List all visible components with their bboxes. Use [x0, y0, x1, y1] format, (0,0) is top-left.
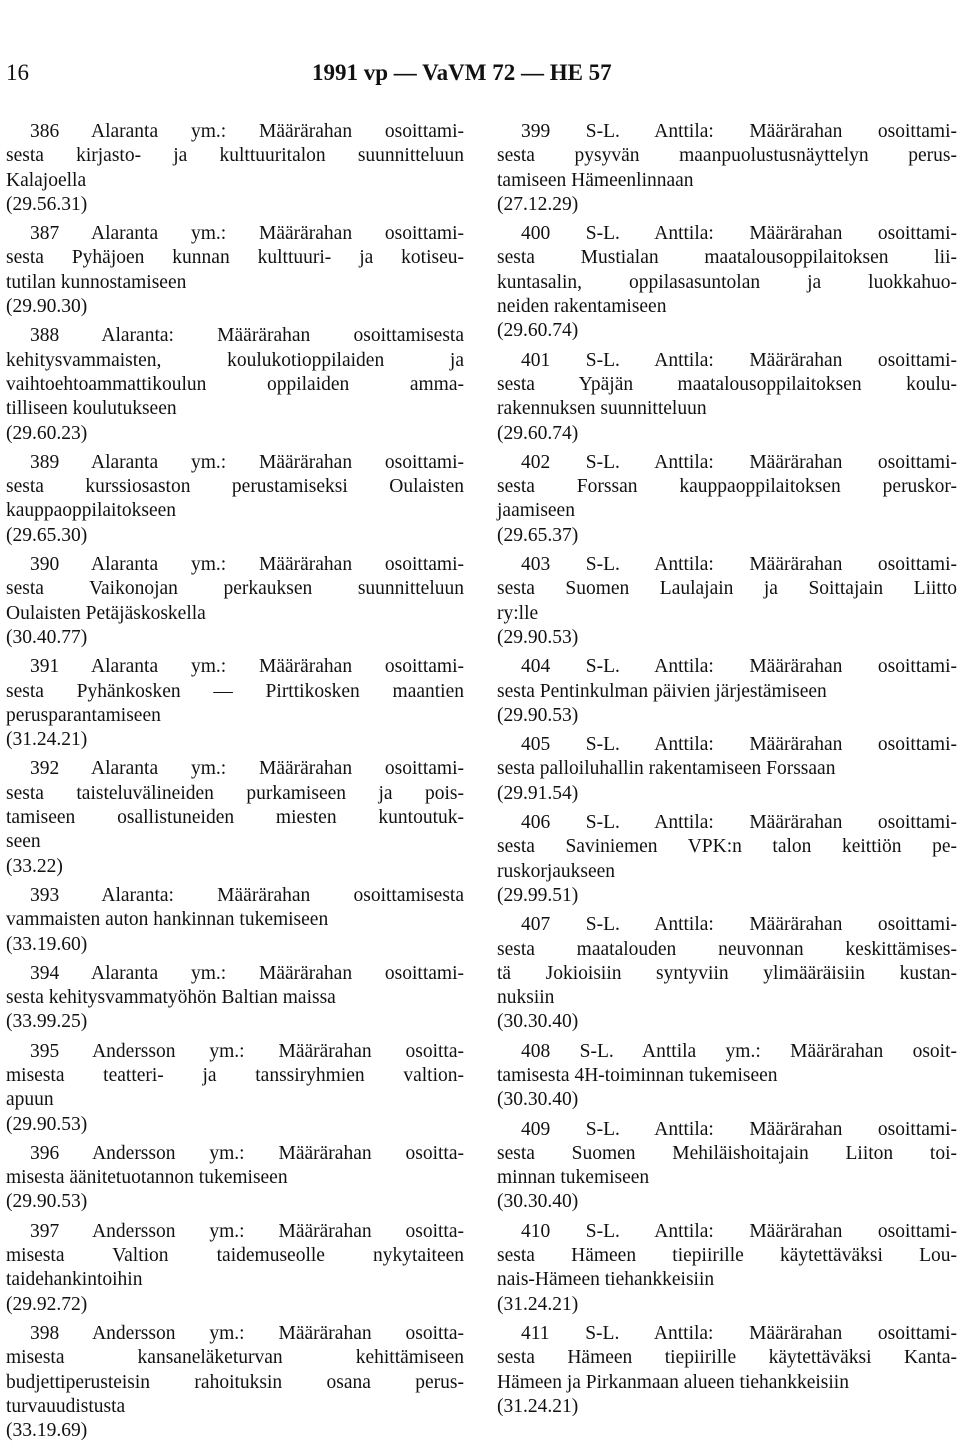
entry-text-line: sesta taisteluvälineiden purkamiseen ja pois- [6, 782, 464, 804]
entry-text-line: sesta Hämeen tiepiirille käytettäväksi Kanta- [497, 1347, 957, 1369]
motion-entry [497, 451, 957, 548]
entry-text-line: sesta Pentinkulman päivien järjestämiseen [497, 680, 827, 702]
entry-text-line: sesta Vaikonojan perkauksen suunnitteluun [6, 578, 464, 600]
left-column [6, 120, 464, 1448]
entry-text-line: sesta Forssan kauppaoppilaitoksen peruskor- [497, 476, 957, 498]
entry-text-line: 403 S-L. Anttila: Määrärahan osoittami- [521, 554, 957, 576]
entry-text-line: seen [6, 831, 41, 853]
entry-text-line: 405 S-L. Anttila: Määrärahan osoittami- [521, 734, 957, 756]
entry-text-line: sesta kirjasto- ja kulttuuritalon suunnitteluun [6, 145, 464, 167]
entry-text-line: ruskorjaukseen [497, 860, 616, 882]
entry-text-line: rakennuksen suunnitteluun [497, 398, 707, 420]
budget-item-code: (30.30.40) [497, 1011, 579, 1033]
entry-text-line: 393 Alaranta: Määrärahan osoittamisesta [30, 884, 464, 906]
motion-entry [6, 324, 464, 445]
entry-text-line: 411 S-L. Anttila: Määrärahan osoittami- [521, 1322, 957, 1344]
entry-text-line: sesta Pyhäjoen kunnan kulttuuri- ja kotiseu- [6, 247, 464, 269]
motion-entry [6, 1040, 464, 1137]
entry-text-line: sesta Suomen Mehiläishoitajain Liiton toi- [497, 1142, 957, 1164]
motion-entry [6, 451, 464, 548]
budget-item-code: (29.92.72) [6, 1293, 88, 1315]
entry-text-line: 407 S-L. Anttila: Määrärahan osoittami- [521, 914, 957, 936]
motion-entry [497, 913, 957, 1034]
entry-text-line: 399 S-L. Anttila: Määrärahan osoittami- [521, 121, 957, 142]
entry-text-line: 389 Alaranta ym.: Määrärahan osoittami- [30, 451, 464, 473]
entry-text-line: Hämeen ja Pirkanmaan alueen tiehankkeisiin [497, 1371, 849, 1393]
entry-text-line: 406 S-L. Anttila: Määrärahan osoittami- [521, 812, 957, 834]
motion-entry [497, 120, 957, 217]
entry-text-line: sesta Ypäjän maatalousoppilaitoksen koulu- [497, 373, 957, 395]
entry-text-line: sesta kehitysvammatyöhön Baltian maissa [6, 987, 336, 1009]
budget-item-code: (29.90.53) [6, 1113, 88, 1135]
entry-text-line: sesta maatalouden neuvonnan keskittämises- [497, 938, 957, 960]
budget-item-code: (33.99.25) [6, 1011, 88, 1033]
entry-text-line: 410 S-L. Anttila: Määrärahan osoittami- [521, 1220, 957, 1242]
entry-text-line: 395 Andersson ym.: Määrärahan osoitta- [30, 1040, 464, 1062]
motion-entry [6, 655, 464, 752]
right-column [497, 120, 957, 1424]
budget-item-code: (29.60.74) [497, 422, 579, 444]
entry-text-line: 402 S-L. Anttila: Määrärahan osoittami- [521, 451, 957, 473]
entry-text-line: vammaisten auton hankinnan tukemiseen [6, 909, 329, 931]
motion-entry [6, 553, 464, 650]
entry-text-line: kuntasalin, oppilasasuntolan ja luokkahuo- [497, 271, 957, 293]
budget-item-code: (29.91.54) [497, 782, 579, 804]
entry-text-line: tamisesta 4H-toiminnan tukemiseen [497, 1064, 778, 1086]
motion-entry [497, 349, 957, 446]
budget-item-code: (31.24.21) [6, 729, 88, 751]
running-title: 1991 vp — VaVM 72 — HE 57 [312, 60, 612, 85]
budget-item-code: (29.60.23) [6, 422, 88, 444]
entry-text-line: 392 Alaranta ym.: Määrärahan osoittami- [30, 758, 464, 780]
entry-text-line: vaihtoehtoammattikoulun oppilaiden amma- [6, 373, 464, 395]
budget-item-code: (33.19.60) [6, 933, 88, 955]
entry-text-line: tamiseen Hämeenlinnaan [497, 169, 694, 191]
motion-entry [6, 120, 464, 217]
entry-text-line: tamiseen osallistuneiden miesten kuntoutuk- [6, 807, 464, 829]
entry-text-line: apuun [6, 1089, 54, 1111]
budget-item-code: (33.22) [6, 855, 63, 877]
budget-item-code: (29.65.30) [6, 524, 88, 546]
entry-text-line: sesta Saviniemen VPK:n talon keittiön pe- [497, 836, 957, 858]
motion-entry [6, 884, 464, 957]
entry-text-line: tilliseen koulutukseen [6, 398, 177, 420]
entry-text-line: kauppaoppilaitokseen [6, 500, 177, 522]
entry-text-line: 401 S-L. Anttila: Määrärahan osoittami- [521, 349, 957, 371]
entry-text-line: nais-Hämeen tiehankkeisiin [497, 1269, 715, 1291]
motion-entry [497, 1220, 957, 1317]
entry-text-line: 397 Andersson ym.: Määrärahan osoitta- [30, 1220, 464, 1242]
entry-text-line: Oulaisten Petäjäskoskella [6, 602, 206, 624]
entry-text-line: ry:lle [497, 602, 539, 624]
entry-text-line: neiden rakentamiseen [497, 296, 667, 318]
budget-item-code: (31.24.21) [497, 1395, 579, 1417]
motion-entry [6, 1220, 464, 1317]
entry-text-line: jaamiseen [497, 500, 575, 522]
entry-text-line: sesta Hämeen tiepiirille käytettäväksi Lou- [497, 1245, 957, 1267]
budget-item-code: (31.24.21) [497, 1293, 579, 1315]
entry-text-line: minnan tukemiseen [497, 1167, 650, 1189]
motion-entry [497, 1040, 957, 1113]
budget-item-code: (29.56.31) [6, 193, 88, 215]
budget-item-code: (33.19.69) [6, 1420, 88, 1442]
entry-text-line: nuksiin [497, 987, 555, 1009]
entry-text-line: 386 Alaranta ym.: Määrärahan osoittami- [30, 121, 464, 142]
entry-text-line: sesta Mustialan maatalousoppilaitoksen lii- [497, 247, 957, 269]
motion-entry [497, 655, 957, 728]
budget-item-code: (30.40.77) [6, 626, 88, 648]
entry-text-line: 390 Alaranta ym.: Määrärahan osoittami- [30, 554, 464, 576]
motion-entry [497, 1322, 957, 1419]
budget-item-code: (29.99.51) [497, 884, 579, 906]
motion-entry [6, 962, 464, 1035]
entry-text-line: 387 Alaranta ym.: Määrärahan osoittami- [30, 223, 464, 245]
entry-text-line: misesta kansaneläketurvan kehittämiseen [6, 1347, 464, 1369]
page-number: 16 [6, 60, 29, 85]
entry-text-line: 394 Alaranta ym.: Määrärahan osoittami- [30, 962, 464, 984]
motion-entry [6, 1322, 464, 1443]
entry-text-line: kehitysvammaisten, koulukotioppilaiden ja [6, 349, 464, 371]
motion-entry [497, 553, 957, 650]
entry-text-line: 404 S-L. Anttila: Määrärahan osoittami- [521, 656, 957, 678]
budget-item-code: (29.60.74) [497, 320, 579, 342]
motion-entry [497, 222, 957, 343]
entry-text-line: 388 Alaranta: Määrärahan osoittamisesta [30, 325, 464, 347]
entry-text-line: 391 Alaranta ym.: Määrärahan osoittami- [30, 656, 464, 678]
budget-item-code: (29.90.30) [6, 296, 88, 318]
entry-text-line: turvauudistusta [6, 1395, 126, 1417]
motion-entry [497, 811, 957, 908]
entry-text-line: sesta pysyvän maanpuolustusnäyttelyn perus- [497, 145, 957, 167]
budget-item-code: (30.30.40) [497, 1089, 579, 1111]
motion-entry [497, 733, 957, 806]
page-header [0, 60, 960, 94]
budget-item-code: (29.90.53) [497, 704, 579, 726]
entry-text-line: sesta palloiluhallin rakentamiseen Forssaan [497, 758, 836, 780]
budget-item-code: (29.65.37) [497, 524, 579, 546]
entry-text-line: 398 Andersson ym.: Määrärahan osoitta- [30, 1322, 464, 1344]
entry-text-line: sesta kurssiosaston perustamiseksi Oulaisten [6, 476, 464, 498]
budget-item-code: (29.90.53) [6, 1191, 88, 1213]
motion-entry [6, 1142, 464, 1215]
budget-item-code: (30.30.40) [497, 1191, 579, 1213]
entry-text-line: taidehankintoihin [6, 1269, 143, 1291]
entry-text-line: budjettiperusteisin rahoituksin osana perus- [6, 1371, 464, 1393]
entry-text-line: 408 S-L. Anttila ym.: Määrärahan osoit- [521, 1040, 957, 1062]
entry-text-line: Kalajoella [6, 169, 87, 191]
budget-item-code: (29.90.53) [497, 626, 579, 648]
entry-text-line: tutilan kunnostamiseen [6, 271, 187, 293]
entry-text-line: tä Jokioisiin syntyviin ylimääräisiin kustan- [497, 962, 957, 984]
entry-text-line: 400 S-L. Anttila: Määrärahan osoittami- [521, 223, 957, 245]
entry-text-line: sesta Suomen Laulajain ja Soittajain Liitto [497, 578, 957, 600]
entry-text-line: 396 Andersson ym.: Määrärahan osoitta- [30, 1142, 464, 1164]
entry-text-line: sesta Pyhänkosken — Pirttikosken maantien [6, 680, 464, 702]
motion-entry [6, 222, 464, 319]
motion-entry [497, 1118, 957, 1215]
entry-text-line: misesta äänitetuotannon tukemiseen [6, 1167, 288, 1189]
entry-text-line: 409 S-L. Anttila: Määrärahan osoittami- [521, 1118, 957, 1140]
entry-text-line: misesta Valtion taidemuseolle nykytaiteen [6, 1245, 464, 1267]
motion-entry [6, 757, 464, 878]
budget-item-code: (27.12.29) [497, 193, 579, 215]
entry-text-line: perusparantamiseen [6, 704, 161, 726]
entry-text-line: misesta teatteri- ja tanssiryhmien valtion- [6, 1064, 464, 1086]
